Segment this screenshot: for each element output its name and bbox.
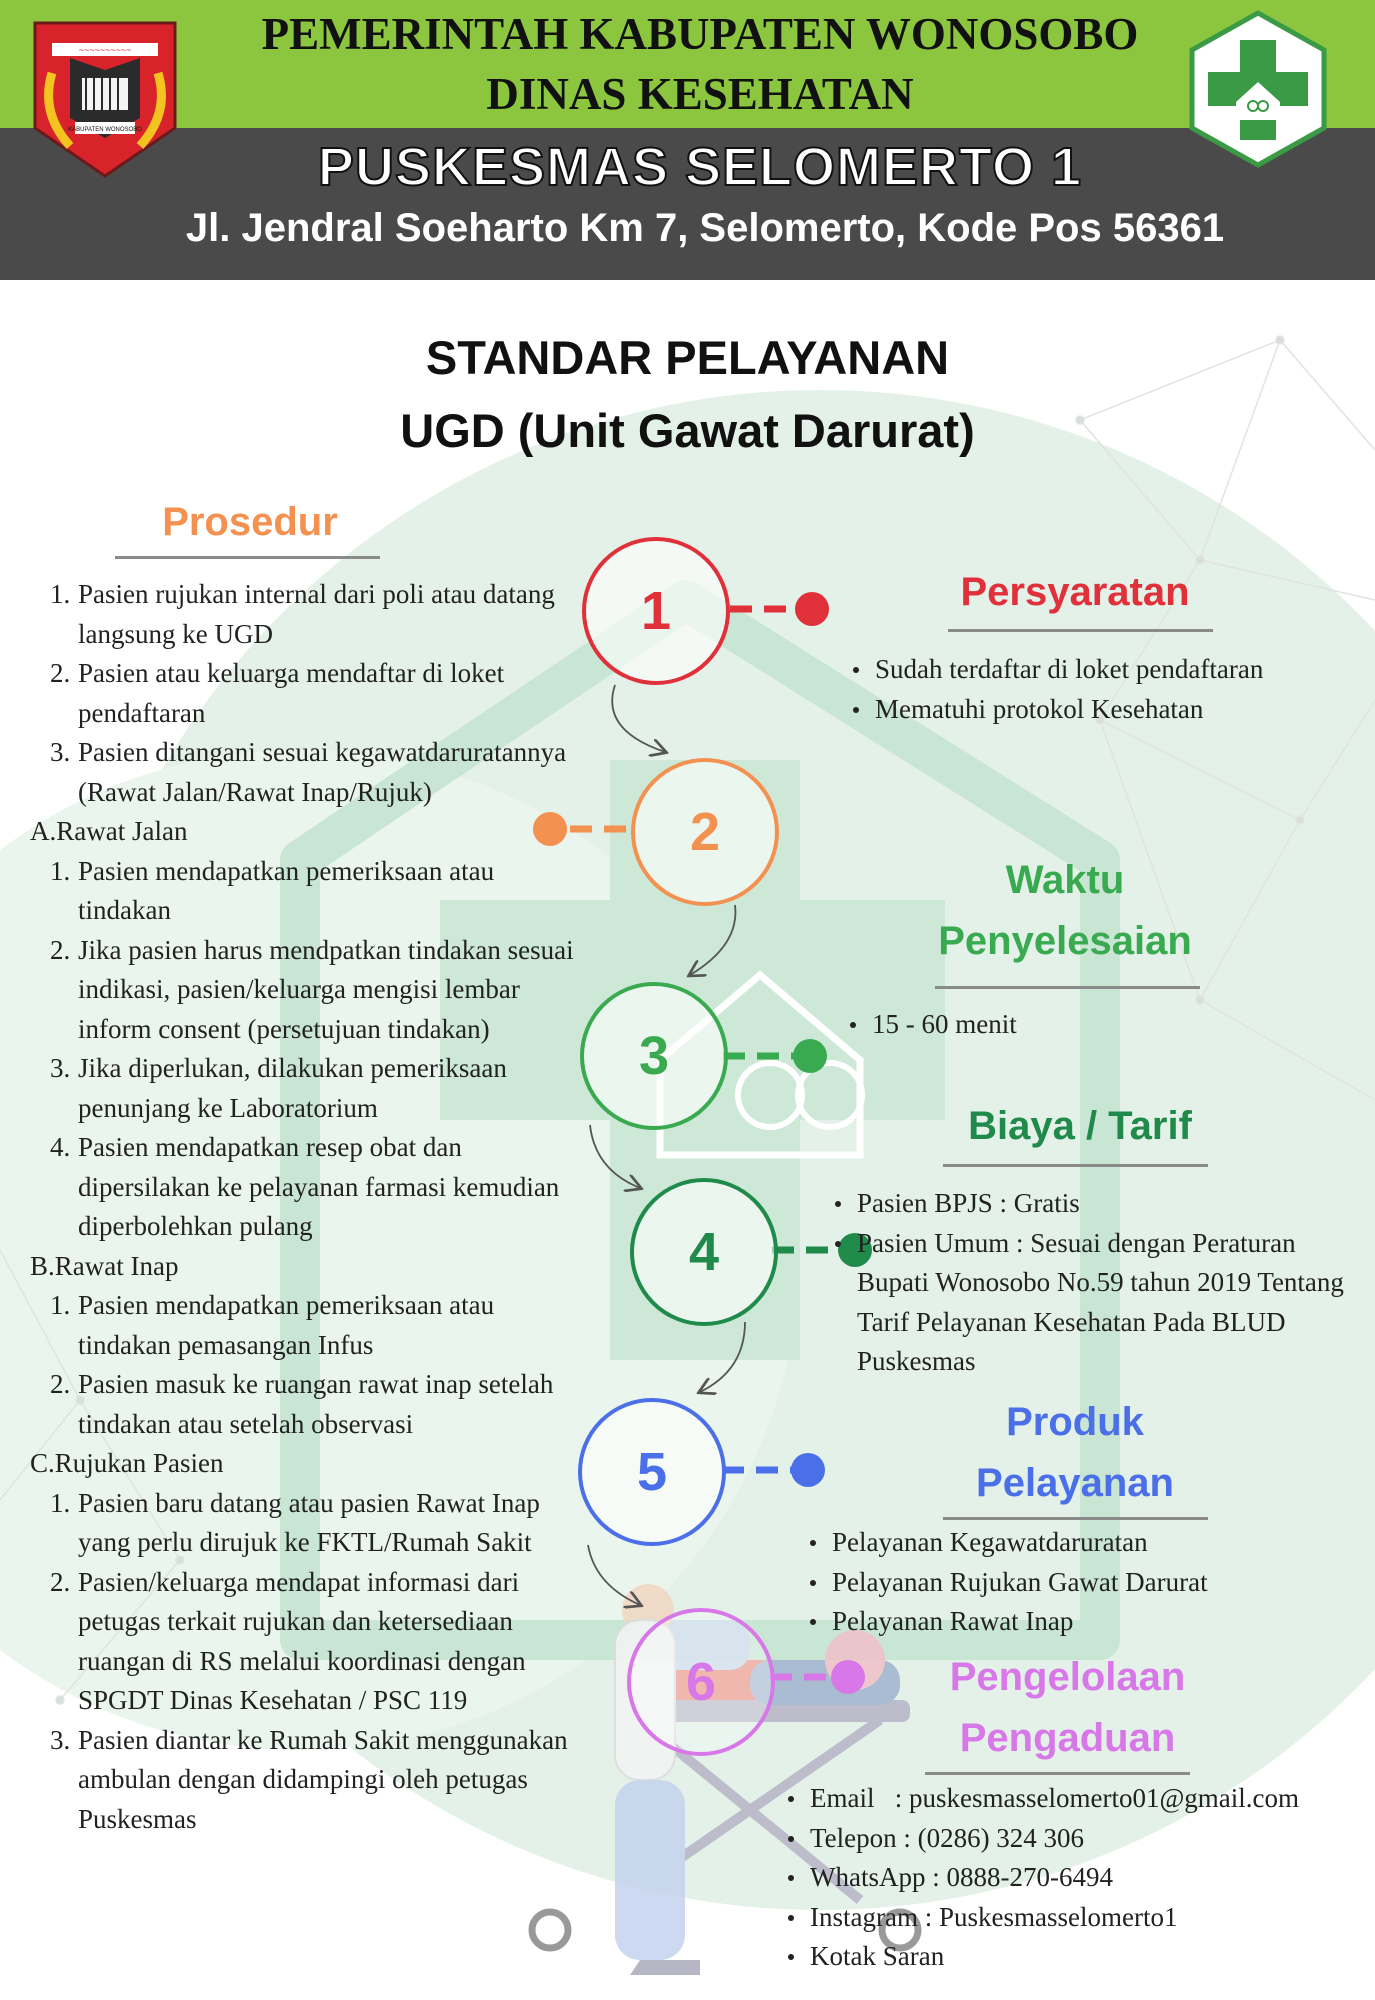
list-item [788, 1779, 1348, 1819]
biaya-list [835, 1184, 1360, 1382]
arrow-4-5 [700, 1322, 745, 1392]
step-number: 2 [689, 802, 721, 862]
item-number: 2. [50, 658, 71, 688]
item-text: Instagram : Puskesmasselomerto1 [810, 1901, 1178, 1932]
item-text: Pasien atau keluarga mendaftar di loket pendaftaran [78, 658, 505, 728]
item-text: Sudah terdaftar di loket pendaftaran [875, 654, 1264, 684]
item-number: 1. [50, 1487, 71, 1518]
list-item [810, 1563, 1280, 1603]
biaya-rule [943, 1164, 1208, 1167]
item-text: Email : puskesmasselomerto01@gmail.com [810, 1783, 1300, 1813]
item-text: Pasien mendapatkan pemeriksaan atau tindakan pemasangan Infus [78, 1290, 495, 1360]
list-item [853, 650, 1273, 690]
step-number: 1 [640, 581, 672, 641]
item-text: Pasien baru datang atau pasien Rawat Inap yang perlu dirujuk ke FKTL/Rumah Sakit [78, 1487, 540, 1557]
item-text: Pasien mendapatkan resep obat dan dipersilakan ke pelayanan farmasi kemudian diperbolehkan pulang [78, 1132, 560, 1241]
page-subtitle: UGD (Unit Gawat Darurat) [400, 404, 975, 457]
svg-text:KABUPATEN WONOSOBO: KABUPATEN WONOSOBO [68, 127, 142, 133]
page-title: STANDAR PELAYANAN [425, 331, 950, 384]
produk-heading-line2: Pelayanan [976, 1461, 1174, 1505]
waktu-heading-line2: Penyelesaian [938, 919, 1192, 963]
connector-dot-6 [831, 1660, 865, 1694]
item-number: 1. [50, 1290, 71, 1320]
item-text: Pasien Umum : Sesuai dengan Peraturan Bupati Wonosobo No.59 tahun 2019 Tentang Tarif Pelayanan Kesehatan Pada BLUD Puskesmas [857, 1227, 1344, 1376]
connector-dot-3 [793, 1039, 827, 1073]
list-item [835, 1224, 1360, 1382]
puskesmas-name: PUSKESMAS SELOMERTO 1 [317, 137, 1083, 197]
item-number: 2. [50, 1369, 71, 1399]
arrow-5-6 [588, 1545, 640, 1605]
step-circle-5 [578, 1398, 726, 1546]
item-text: Pasien mendapatkan pemeriksaan atau tindakan [78, 855, 495, 925]
connector-dot-1 [795, 592, 829, 626]
step-circle-3 [580, 982, 728, 1130]
list-item [788, 1937, 1348, 1977]
arrow-2-3 [690, 905, 735, 975]
section-label-rujukan: C.Rujukan Pasien [30, 1448, 224, 1478]
step-circle-1 [582, 537, 730, 685]
item-text: Telepon : (0286) 324 306 [810, 1822, 1085, 1853]
pengaduan-heading-line1: Pengelolaan [949, 1655, 1186, 1699]
step-number: 3 [638, 1026, 670, 1086]
step-circle-4 [630, 1178, 778, 1326]
produk-list [810, 1523, 1280, 1642]
item-number: 3. [50, 737, 71, 767]
list-item [850, 1005, 1250, 1045]
item-text: Pasien rujukan internal dari poli atau datang langsung ke UGD [78, 579, 555, 649]
item-number: 1. [50, 579, 71, 609]
biaya-heading: Biaya / Tarif [968, 1104, 1192, 1148]
pengaduan-rule [925, 1772, 1190, 1775]
item-text: Pasien diantar ke Rumah Sakit menggunakan ambulan dengan didampingi oleh petugas Puskesmas [78, 1724, 568, 1834]
waktu-rule [935, 986, 1200, 989]
address: Jl. Jendral Soeharto Km 7, Selomerto, Kode Pos 56361 [185, 206, 1225, 250]
waktu-list [850, 1005, 1250, 1045]
item-text: Pelayanan Rawat Inap [832, 1606, 1074, 1636]
item-text: 15 - 60 menit [872, 1009, 1017, 1039]
connector-dot-2 [533, 812, 567, 846]
item-text: Pasien masuk ke ruangan rawat inap setelah tindakan atau setelah observasi [78, 1369, 554, 1439]
step-number: 6 [685, 1652, 717, 1712]
step-circle-2 [631, 758, 779, 906]
item-text: Jika diperlukan, dilakukan pemeriksaan penunjang ke Laboratorium [78, 1053, 507, 1123]
item-number: 4. [50, 1132, 71, 1162]
item-number: 3. [50, 1724, 71, 1755]
connector-dot-5 [791, 1453, 825, 1487]
item-text: Pasien BPJS : Gratis [857, 1188, 1080, 1218]
logo-motto-text: ~~~~~~~~~~ [78, 45, 132, 55]
item-text: Pasien ditangani sesuai kegawatdaruratannya (Rawat Jalan/Rawat Inap/Rujuk) [78, 737, 567, 807]
arrow-1-2 [612, 685, 665, 752]
list-item [788, 1858, 1348, 1898]
produk-rule [943, 1517, 1208, 1520]
prosedur-heading: Prosedur [162, 500, 338, 544]
list-item [810, 1602, 1280, 1642]
section-label-rawat-jalan: A.Rawat Jalan [30, 816, 188, 846]
step-circle-6 [627, 1608, 775, 1756]
item-text: Pasien/keluarga mendapat informasi dari petugas terkait rujukan dan ketersediaan ruangan di RS melalui koordinasi dengan SPGDT Dinas Kesehatan / PSC 119 [78, 1566, 526, 1715]
waktu-heading-line1: Waktu [1005, 858, 1125, 902]
item-text: Pelayanan Rujukan Gawat Darurat [832, 1566, 1208, 1597]
gov-subtitle: DINAS KESEHATAN [486, 69, 914, 119]
item-number: 2. [50, 1566, 71, 1597]
list-item [835, 1184, 1360, 1224]
item-text: Mematuhi protokol Kesehatan [875, 693, 1204, 724]
item-number: 2. [50, 934, 71, 965]
list-item [810, 1523, 1280, 1563]
step-number: 4 [688, 1222, 720, 1282]
gov-title: PEMERINTAH KABUPATEN WONOSOBO [261, 9, 1139, 59]
section-label-rawat-inap: B.Rawat Inap [30, 1250, 179, 1281]
item-text: WhatsApp : 0888-270-6494 [810, 1862, 1113, 1892]
item-text: Pelayanan Kegawatdaruratan [832, 1527, 1148, 1557]
item-number: 1. [50, 855, 71, 886]
arrow-3-4 [590, 1125, 640, 1188]
item-number: 3. [50, 1053, 71, 1083]
list-item [853, 690, 1273, 730]
produk-heading-line1: Produk [1006, 1400, 1144, 1444]
pengaduan-list [788, 1779, 1348, 1977]
item-text: Jika pasien harus mendpatkan tindakan sesuai indikasi, pasien/keluarga mengisi lembar inform consent (persetujuan tindakan) [78, 934, 574, 1044]
pengaduan-heading-line2: Pengaduan [959, 1716, 1176, 1760]
persyaratan-heading: Persyaratan [960, 570, 1190, 614]
list-item [788, 1898, 1348, 1938]
persyaratan-list [853, 650, 1273, 729]
item-text: Kotak Saran [810, 1941, 945, 1971]
persyaratan-rule [948, 629, 1213, 632]
step-number: 5 [636, 1442, 668, 1502]
list-item [788, 1819, 1348, 1859]
